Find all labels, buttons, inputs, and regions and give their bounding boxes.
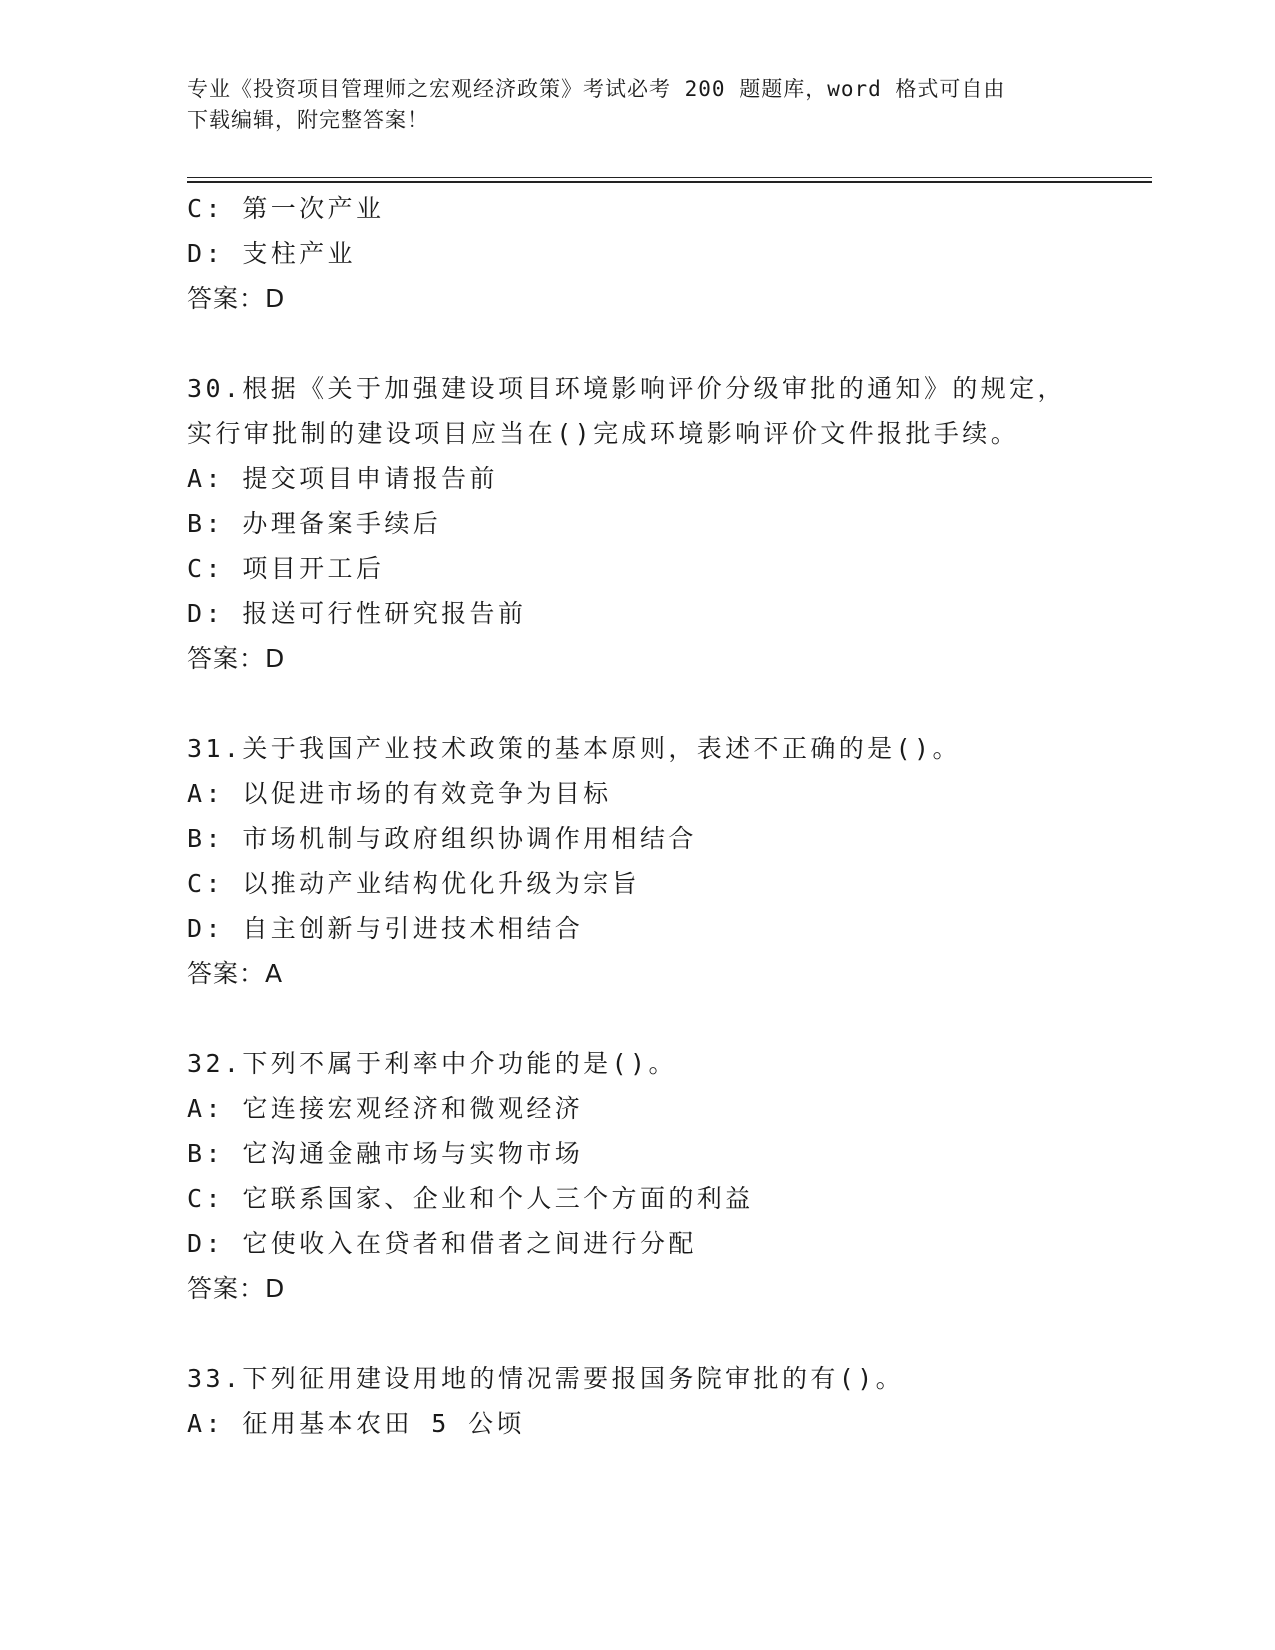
q31-option-c: C: 以推动产业结构优化升级为宗旨: [187, 869, 640, 898]
q31-stem: 31.关于我国产业技术政策的基本原则，表述不正确的是()。: [187, 734, 961, 763]
q31-option-b: B: 市场机制与政府组织协调作用相结合: [187, 824, 697, 853]
header-line-1: 专业《投资项目管理师之宏观经济政策》考试必考 200 题题库，word 格式可自由: [187, 77, 1006, 101]
q32-option-b: B: 它沟通金融市场与实物市场: [187, 1139, 584, 1168]
q30-option-d: D: 报送可行性研究报告前: [187, 599, 527, 628]
q29-answer: 答案：D: [187, 284, 286, 313]
document-header: [187, 74, 1067, 136]
q29-option-c: C: 第一次产业: [187, 194, 385, 223]
q33-option-a: A: 征用基本农田 5 公顷: [187, 1409, 525, 1438]
header-line-2: 下载编辑，附完整答案！: [187, 108, 429, 132]
q33-stem: 33.下列征用建设用地的情况需要报国务院审批的有()。: [187, 1364, 905, 1393]
q32-option-d: D: 它使收入在贷者和借者之间进行分配: [187, 1229, 697, 1258]
q31-option-a: A: 以促进市场的有效竞争为目标: [187, 779, 612, 808]
q32-answer: 答案：D: [187, 1274, 286, 1303]
q29-option-d: D: 支柱产业: [187, 239, 356, 268]
q30-option-c: C: 项目开工后: [187, 554, 385, 583]
q32-option-c: C: 它联系国家、企业和个人三个方面的利益: [187, 1184, 754, 1213]
q32-stem: 32.下列不属于利率中介功能的是()。: [187, 1049, 677, 1078]
q30-option-b: B: 办理备案手续后: [187, 509, 442, 538]
q30-option-a: A: 提交项目申请报告前: [187, 464, 498, 493]
header-divider-thick: [187, 181, 1152, 183]
header-divider-thin: [187, 177, 1152, 178]
q31-answer: 答案：A: [187, 959, 284, 988]
q30-stem-line-2: 实行审批制的建设项目应当在()完成环境影响评价文件报批手续。: [187, 419, 1020, 448]
q30-answer: 答案：D: [187, 644, 286, 673]
q31-option-d: D: 自主创新与引进技术相结合: [187, 914, 584, 943]
q30-stem-line-1: 30.根据《关于加强建设项目环境影响评价分级审批的通知》的规定，: [187, 374, 1066, 403]
q32-option-a: A: 它连接宏观经济和微观经济: [187, 1094, 584, 1123]
